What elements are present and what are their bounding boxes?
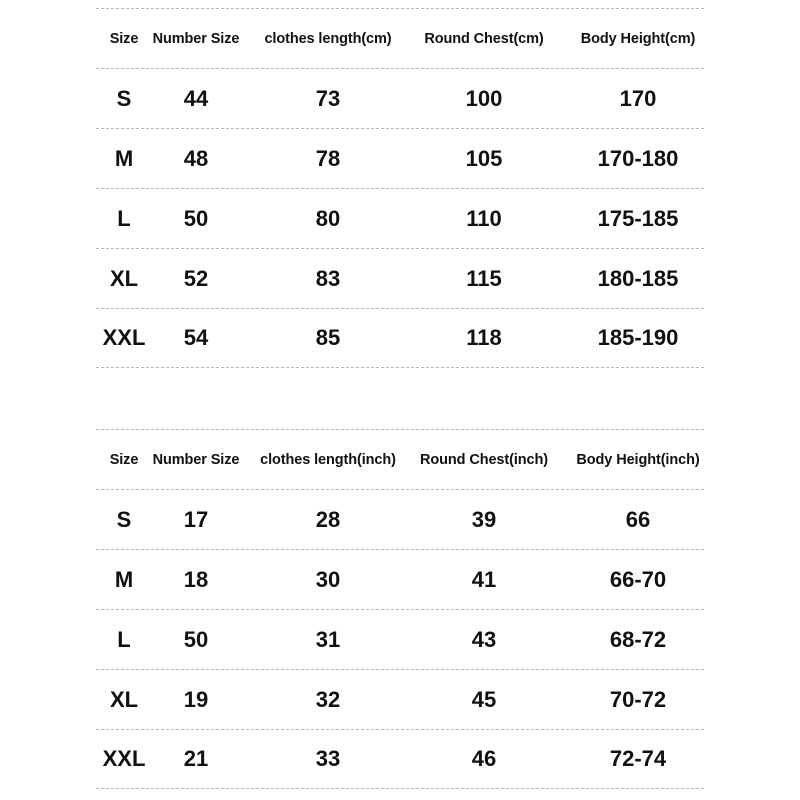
cell-number-size: 48 xyxy=(183,145,209,171)
cell-body-height: 68-72 xyxy=(609,626,667,652)
cell-size: XXL xyxy=(102,746,146,771)
cell-size: M xyxy=(114,566,134,592)
cell-clothes-length: 85 xyxy=(315,325,341,350)
header-clothes-length: clothes length(inch) xyxy=(260,451,396,468)
table-header-row xyxy=(96,429,704,489)
cell-clothes-length: 73 xyxy=(315,85,341,111)
header-clothes-length: clothes length(cm) xyxy=(264,30,392,47)
size-chart-inch-table xyxy=(96,429,704,789)
cell-clothes-length: 83 xyxy=(315,265,341,291)
header-size: Size xyxy=(109,30,139,47)
table-row xyxy=(96,308,704,368)
cell-round-chest: 110 xyxy=(466,205,502,231)
cell-body-height: 70-72 xyxy=(609,686,667,712)
cell-clothes-length: 32 xyxy=(315,686,341,712)
cell-clothes-length: 31 xyxy=(315,626,341,652)
cell-body-height: 170-180 xyxy=(597,145,679,171)
cell-round-chest: 43 xyxy=(471,626,497,652)
cell-clothes-length: 28 xyxy=(315,506,341,532)
table-row xyxy=(96,489,704,549)
table-row xyxy=(96,68,704,128)
header-body-height: Body Height(inch) xyxy=(576,451,700,468)
table-row xyxy=(96,729,704,789)
cell-size: XL xyxy=(109,265,139,291)
cell-round-chest: 39 xyxy=(471,506,497,532)
cell-size: L xyxy=(117,626,131,652)
cell-round-chest: 115 xyxy=(466,265,502,291)
cell-body-height: 180-185 xyxy=(597,265,679,291)
cell-number-size: 21 xyxy=(183,746,209,771)
header-body-height: Body Height(cm) xyxy=(580,30,696,47)
table-row xyxy=(96,609,704,669)
cell-clothes-length: 78 xyxy=(315,145,341,171)
cell-clothes-length: 30 xyxy=(315,566,341,592)
cell-body-height: 66-70 xyxy=(609,566,667,592)
cell-number-size: 54 xyxy=(183,325,209,350)
cell-size: M xyxy=(114,145,134,171)
cell-number-size: 19 xyxy=(183,686,209,712)
cell-number-size: 50 xyxy=(183,205,209,231)
table-header-row xyxy=(96,8,704,68)
cell-size: S xyxy=(116,85,132,111)
cell-body-height: 72-74 xyxy=(609,746,667,771)
cell-body-height: 170 xyxy=(619,85,657,111)
header-number-size: Number Size xyxy=(152,451,240,468)
table-row xyxy=(96,669,704,729)
cell-round-chest: 45 xyxy=(471,686,497,712)
cell-size: XL xyxy=(109,686,139,712)
size-chart-cm-table xyxy=(96,8,704,368)
cell-round-chest: 46 xyxy=(471,746,497,771)
table-row xyxy=(96,549,704,609)
cell-number-size: 44 xyxy=(183,85,209,111)
cell-round-chest: 100 xyxy=(465,85,503,111)
table-row xyxy=(96,188,704,248)
header-round-chest: Round Chest(cm) xyxy=(424,30,544,47)
cell-round-chest: 105 xyxy=(465,145,503,171)
table-row xyxy=(96,128,704,188)
cell-number-size: 17 xyxy=(183,506,209,532)
cell-body-height: 185-190 xyxy=(597,325,679,350)
cell-number-size: 50 xyxy=(183,626,209,652)
cell-size: L xyxy=(117,205,131,231)
header-size: Size xyxy=(109,451,139,468)
header-number-size: Number Size xyxy=(152,30,240,47)
table-row xyxy=(96,248,704,308)
header-round-chest: Round Chest(inch) xyxy=(420,451,548,468)
cell-clothes-length: 33 xyxy=(315,746,341,771)
cell-round-chest: 41 xyxy=(471,566,497,592)
cell-clothes-length: 80 xyxy=(315,205,341,231)
cell-number-size: 18 xyxy=(183,566,209,592)
cell-size: XXL xyxy=(102,325,146,350)
cell-body-height: 66 xyxy=(625,506,651,532)
cell-size: S xyxy=(116,506,132,532)
cell-body-height: 175-185 xyxy=(597,205,679,231)
cell-round-chest: 118 xyxy=(466,325,502,350)
cell-number-size: 52 xyxy=(183,265,209,291)
